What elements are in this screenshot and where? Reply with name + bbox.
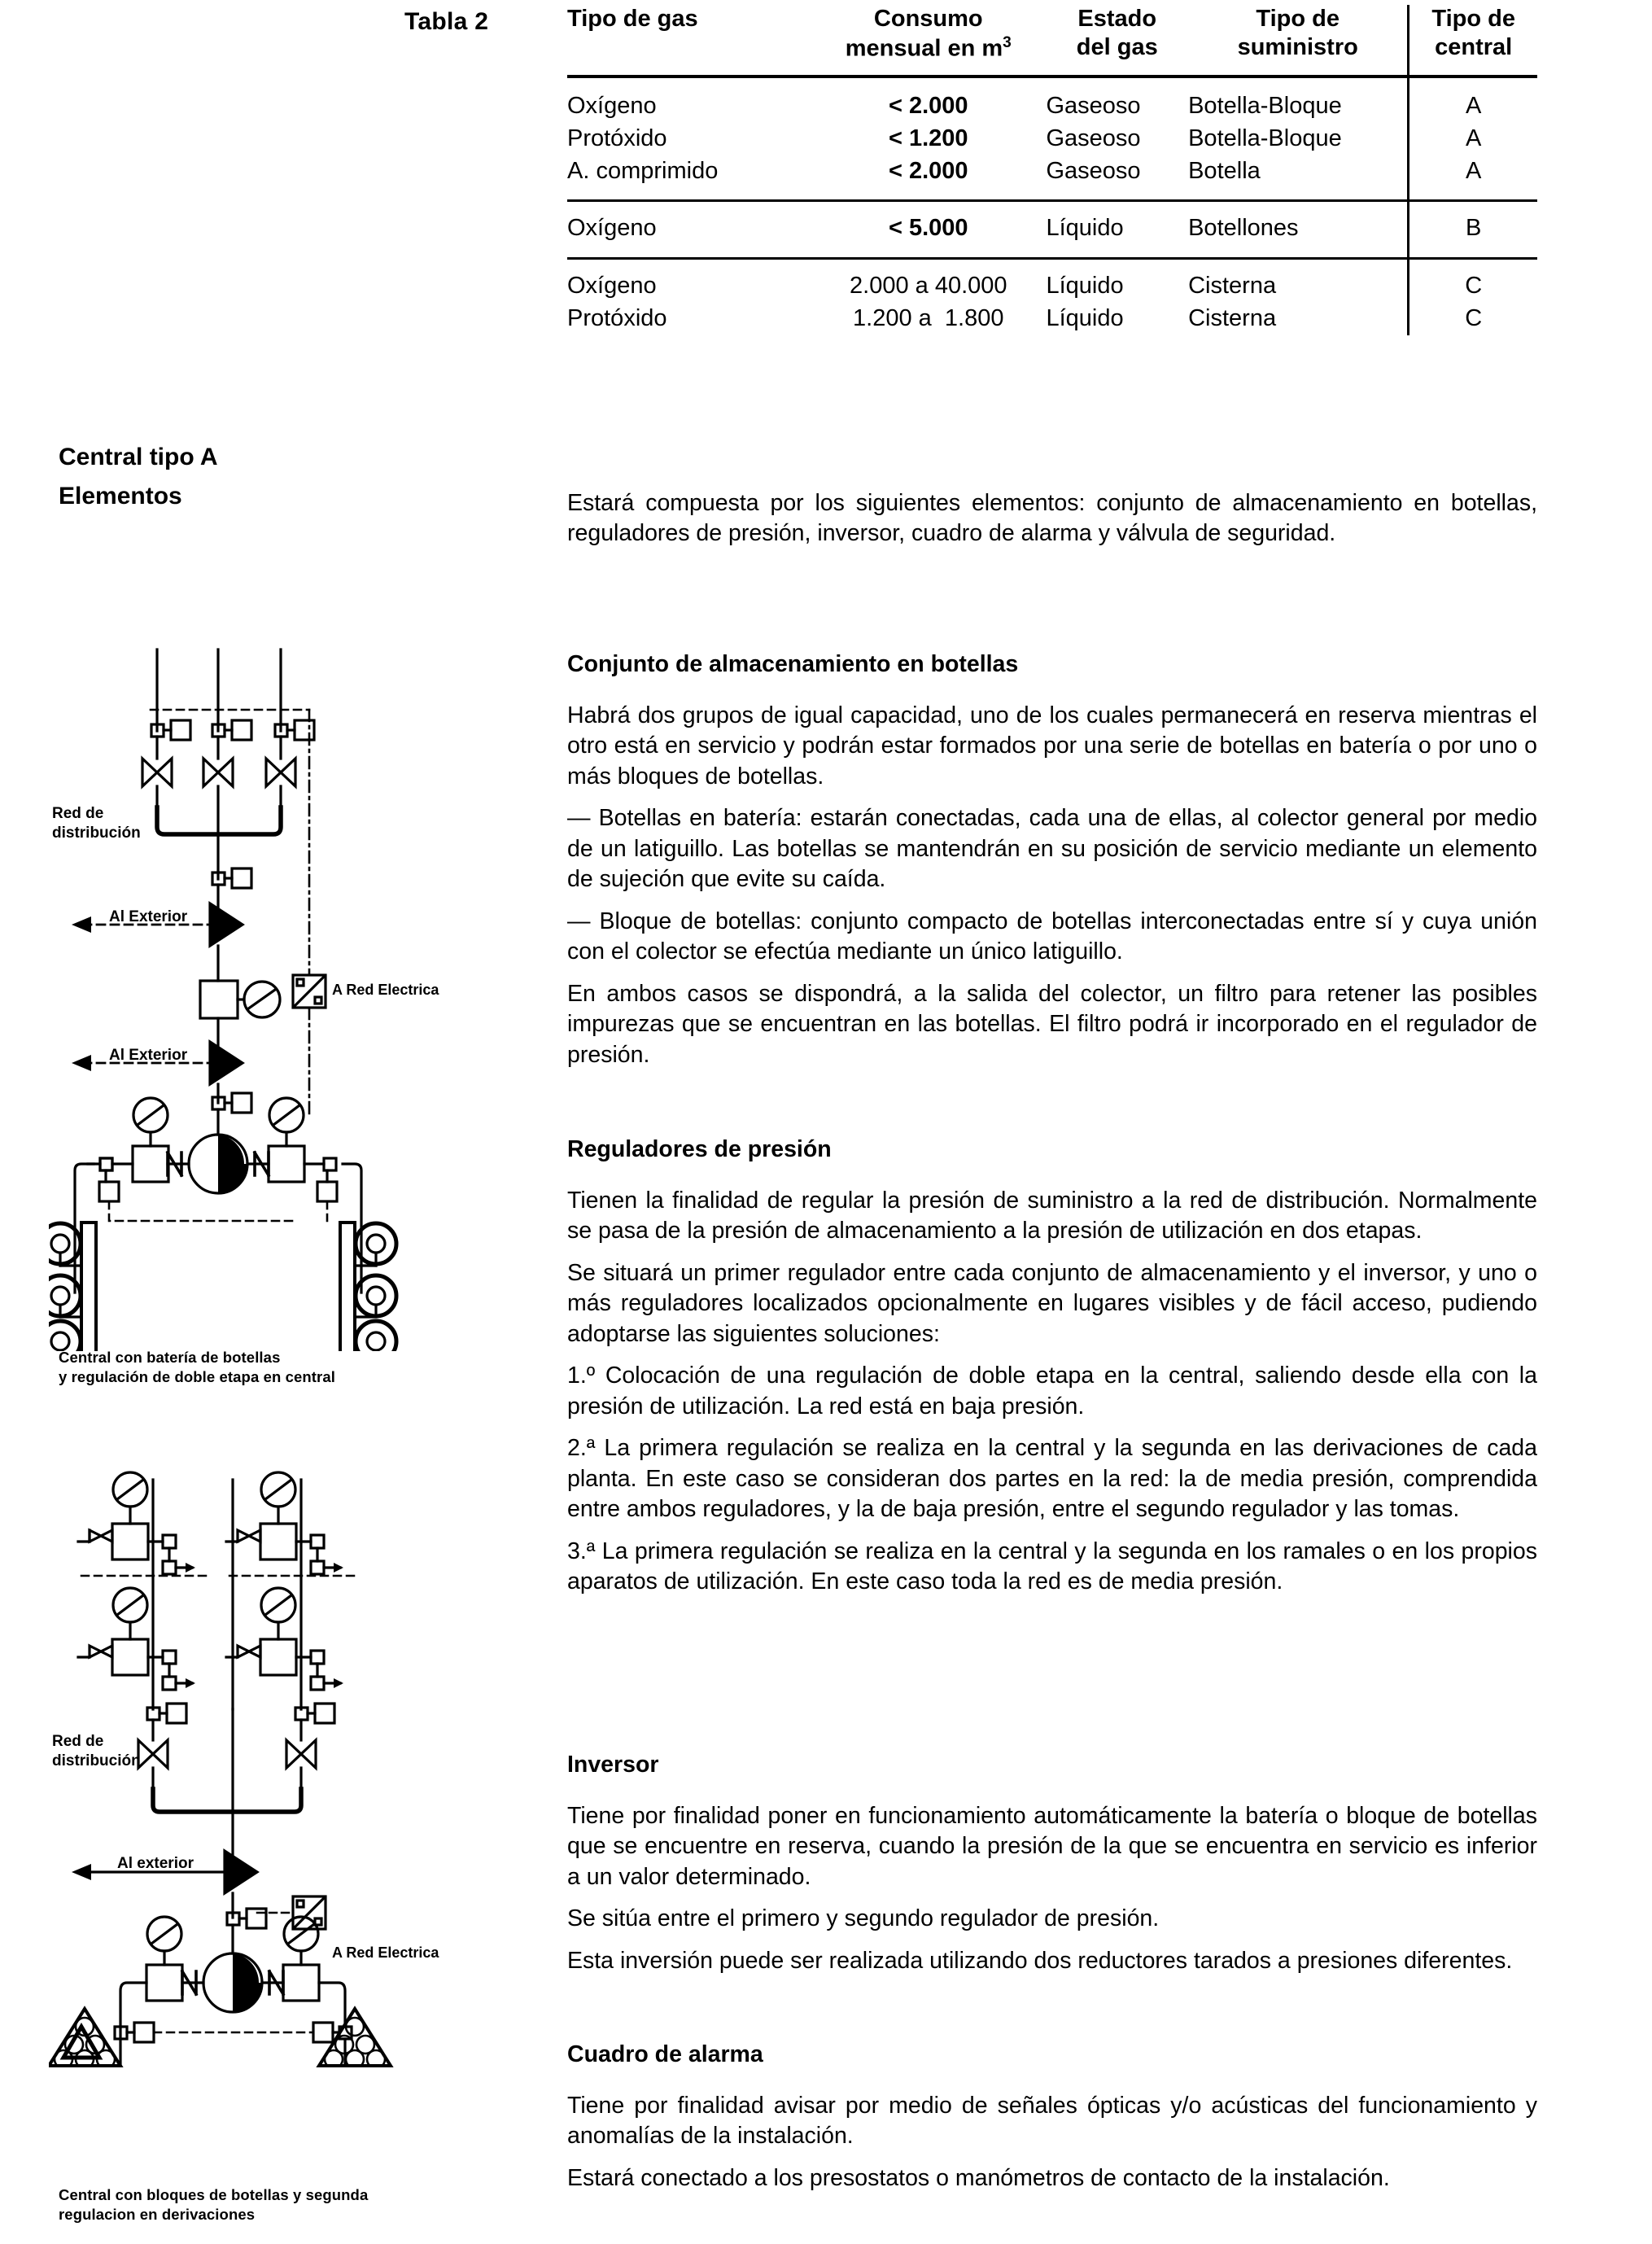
figure-central-bateria-botellas xyxy=(49,635,553,1351)
figure1-caption: Central con batería de botellas y regulación de doble etapa en central xyxy=(59,1349,335,1386)
figure2-label-a-red-electrica: A Red Electrica xyxy=(332,1944,439,1961)
section-conjunto-almacenamiento xyxy=(567,651,1537,1070)
paragraph: Tiene por finalidad poner en funcionamiento automáticamente la batería o bloque de botellas que se encuentre en reserva, cuando la presión de la que se encuentra en servicio es inferior a un valor determinado. xyxy=(567,1803,1537,1890)
heading-elementos: Elementos xyxy=(59,483,182,510)
col-header-central: Tipo de central xyxy=(1431,6,1515,61)
table-row: Oxígeno 2.000 a 40.000 Líquido Cisterna C xyxy=(567,259,1537,303)
figure2-label-al-exterior: Al exterior xyxy=(117,1855,194,1872)
table-row: Protóxido < 1.200 Gaseoso Botella-Bloque A xyxy=(567,123,1537,155)
paragraph: Tienen la finalidad de regular la presión de suministro a la red de distribución. Normalmente se pasa de la presión de almacenamiento a la presión de utilización en dos etapas. xyxy=(567,1188,1537,1244)
paragraph: Habrá dos grupos de igual capacidad, uno de los cuales permanecerá en reserva mientras el otro está en servicio y podrán estar formados por una serie de botellas en batería o por uno o más bloques de botellas. xyxy=(567,702,1537,790)
figure1-label-al-exterior-1: Al Exterior xyxy=(109,908,188,925)
table-body xyxy=(567,77,1537,335)
paragraph: — Botellas en batería: estarán conectadas, cada una de ellas, al colector general por medio de un latiguillo. Las botellas se mantendrán en su posición de servicio mediante un elemento de sujeción que evite su caída. xyxy=(567,805,1537,893)
col-header-estado: Estado del gas xyxy=(1076,6,1158,61)
list-item: 3.ª La primera regulación se realiza en la central y la segunda en los ramales o en los propios aparatos de utilización. En este caso toda la red es de media presión. xyxy=(567,1538,1537,1595)
paragraph: Esta inversión puede ser realizada utilizando dos reductores tarados a presiones diferentes. xyxy=(567,1947,1513,1974)
list-item: 1.º Colocación de una regulación de doble etapa en la central, saliendo desde ella con la presión de utilización. La red está en baja presión. xyxy=(567,1363,1537,1419)
table-row: Protóxido 1.200 a 1.800 Líquido Cisterna C xyxy=(567,303,1537,335)
section-heading: Inversor xyxy=(567,1752,659,1778)
figure1-label-al-exterior-2: Al Exterior xyxy=(109,1047,188,1064)
paragraph: En ambos casos se dispondrá, a la salida del colector, un filtro para retener las posibles impurezas que se encuentran en las botellas. El filtro podrá ir incorporado en el regulador de presión. xyxy=(567,980,1537,1068)
col-header-gas: Tipo de gas xyxy=(567,6,698,32)
section-heading: Reguladores de presión xyxy=(567,1136,832,1162)
paragraph: Se sitúa entre el primero y segundo regulador de presión. xyxy=(567,1905,1160,1932)
table-label: Tabla 2 xyxy=(404,8,489,35)
table-header-row xyxy=(567,5,1537,77)
paragraph: Tiene por finalidad avisar por medio de señales ópticas y/o acústicas del funcionamiento y anomalías de la instalación. xyxy=(567,2093,1537,2150)
paragraph: Se situará un primer regulador entre cada conjunto de almacenamiento y el inversor, y uno o más reguladores localizados opcionalmente en lugares visibles y de fácil acceso, pudiendo adoptarse las siguientes soluciones: xyxy=(567,1259,1537,1347)
section-elementos-body xyxy=(567,488,1537,549)
figure-1-diagram xyxy=(49,635,553,1351)
paragraph: Estará compuesta por los siguientes elementos: conjunto de almacenamiento en botellas, reguladores de presión, inversor, cuadro de alarma y válvula de seguridad. xyxy=(567,490,1537,547)
table-header xyxy=(567,5,1537,77)
figure1-label-red-distribucion: Red de distribución xyxy=(52,805,141,842)
figure2-label-red-distribucion: Red de distribución xyxy=(52,1733,141,1769)
section-heading: Cuadro de alarma xyxy=(567,2041,763,2067)
section-cuadro-alarma xyxy=(567,2041,1537,2194)
paragraph: — Bloque de botellas: conjunto compacto de botellas interconectadas entre sí y cuya unión con el colector se efectúa mediante un único latiguillo. xyxy=(567,908,1537,965)
col-header-suministro: Tipo de suministro xyxy=(1188,5,1409,77)
table-row: Oxígeno < 2.000 Gaseoso Botella-Bloque A xyxy=(567,77,1537,123)
figure1-label-a-red-electrica: A Red Electrica xyxy=(332,982,439,998)
list-item: 2.ª La primera regulación se realiza en la central y la segunda en las derivaciones de cada planta. En este caso se consideran dos partes en la red: la de media presión, comprendida entre ambos reguladores, y la de baja presión, entre el segundo regulador y las tomas. xyxy=(567,1435,1537,1523)
figure2-caption: Central con bloques de botellas y segunda regulacion en derivaciones xyxy=(59,2186,369,2224)
gas-supply-table xyxy=(567,5,1537,335)
section-reguladores-presion xyxy=(567,1136,1537,1598)
paragraph: Estará conectado a los presostatos o manómetros de contacto de la instalación. xyxy=(567,2164,1390,2191)
table-row: Oxígeno < 5.000 Líquido Botellones B xyxy=(567,201,1537,259)
section-inversor xyxy=(567,1752,1537,1976)
table-row: A. comprimido < 2.000 Gaseoso Botella A xyxy=(567,155,1537,201)
col-header-consumo: Consumo mensual en $m^3$ xyxy=(845,6,1012,63)
section-heading: Conjunto de almacenamiento en botellas xyxy=(567,651,1019,677)
heading-central-tipo-a: Central tipo A xyxy=(59,444,218,470)
